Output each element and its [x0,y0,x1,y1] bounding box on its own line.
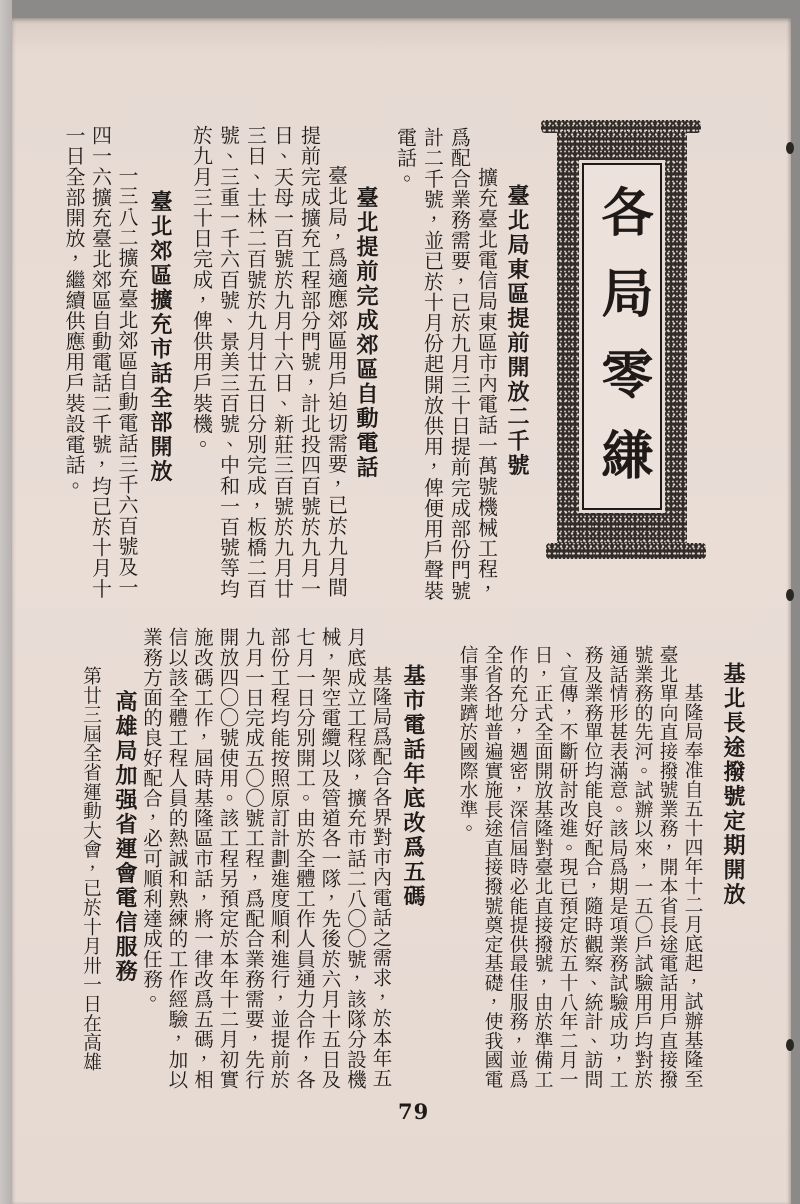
binding-hole [786,1039,794,1051]
article-line: 一三八二擴充臺北郊區自動電話三千六百號及一 [115,165,139,598]
binding-hole [786,589,794,601]
article-line: 部份工程均能按照原訂計劃進度順利進行，並提前於 [267,627,291,1090]
article-line: 全省各地普遍實施長途直接撥號奠定基礎，使我國電 [481,645,503,1089]
article-line: 第廿三屆全省運動大會，已於十月卅一日在高雄 [80,665,101,1071]
article-body [139,627,394,1089]
article-line: 信以該全體工程人員的熱誠和熟練的工作經驗，加以 [165,627,189,1090]
article-line: 九月一日完成五〇〇號工程，爲配合業務需要，先行 [242,627,265,1090]
article-body [188,125,350,599]
article-line: 作的充分，週密，深信屆時必能提供最佳服務，並爲 [506,645,528,1089]
section-title: 各局零縑 [592,185,653,509]
article-line: 電話。 [393,127,418,189]
article-body [392,127,500,601]
article-line: 月底成立工程隊，擴充市話二八〇〇號，該隊分設機 [344,627,367,1090]
article-line: 基隆局奉准自五十四年十二月底起，試辦基隆至 [681,682,703,1088]
article-line: 三日、士林二百號於九月廿五日分別完成，板橋二百 [243,125,268,599]
article-line: 日，正式全面開放基隆對臺北直接撥號，由於準備工 [531,645,553,1089]
article-line: 業務方面的良好配合，必可順利達成任務。 [140,627,163,1009]
article-title: 基北長途撥號定期開放 [720,662,746,907]
article-line: 提前完成擴充工程部分門號，計北投四百號於九月一 [297,125,322,599]
scroll-bottom-rod [546,543,706,559]
article-title: 臺北提前完成郊區自動電話 [353,186,379,480]
article-title: 臺北局東區提前開放二千號 [504,184,530,478]
article-line: 號業務的先河。試辦以來，一五〇戶試驗用戶均對於 [631,645,653,1089]
article-title: 基市電話年底改爲五碼 [400,664,426,909]
article-line: 臺北單向直接撥號業務，開本省長途電話用戶直接撥 [656,645,678,1089]
article-line: 日、天母一百號於九月十六日、新莊三百號於九月廿 [270,125,295,599]
article-line: 號、三重一千六百號、景美三百號、中和一百號等均 [216,125,241,599]
article-line: 、宣傳，不斷研討改進。現已預定於五十八年二月一 [556,645,578,1089]
article-body [61,125,141,599]
article-line: 一日全部開放，繼續供應用戶裝設電話。 [62,125,86,496]
article-line: 擴充臺北電信局東區市內電話一萬號機械工程， [474,167,499,600]
article-body [455,645,705,1089]
article-line: 於九月三十日完成，俾供用戶裝機。 [189,125,214,455]
article-line: 七月一日分別開工。由於全體工作人員通力合作，各 [293,627,316,1090]
article-line: 基隆局爲配合各界對市內電話之需求，於本年五 [369,666,393,1089]
article-body [77,628,103,1071]
article-line: 爲配合業務需要，已於九月三十日提前完成部份門號 [447,127,472,601]
article-title: 高雄局加强省運會電信服務 [112,690,138,984]
article-line: 務及業務單位均能良好配合，隨時觀察、統計、訪問 [581,645,603,1089]
article-title: 臺北郊區擴充市話全部開放 [147,190,173,484]
article-line: 四一六擴充臺北郊區自動電話二千號，均已於十月十 [88,125,113,599]
article-line: 計二千號，並已於十月份起開放供用，俾便用戶聲裝 [420,127,445,601]
article-line: 信事業躋於國際水準。 [456,645,478,838]
article-line: 臺北局，爲適應郊區用戶迫切需要，已於九月間 [324,165,349,598]
binding-hole [786,142,794,154]
article-line: 械，架空電纜以及管道各一隊，先後於六月十五日及 [318,627,342,1090]
scan-edge [0,0,12,1204]
article-line: 施改碼工作，屆時基隆區市話，將一律改爲五碼，相 [191,627,214,1090]
page-number: 79 [398,1099,430,1124]
article-line: 開放四〇〇號使用。該工程另預定於本年十二月初實 [216,627,240,1090]
article-line: 通話情形甚表滿意。該局爲期是項業務試驗成功，工 [606,645,628,1089]
